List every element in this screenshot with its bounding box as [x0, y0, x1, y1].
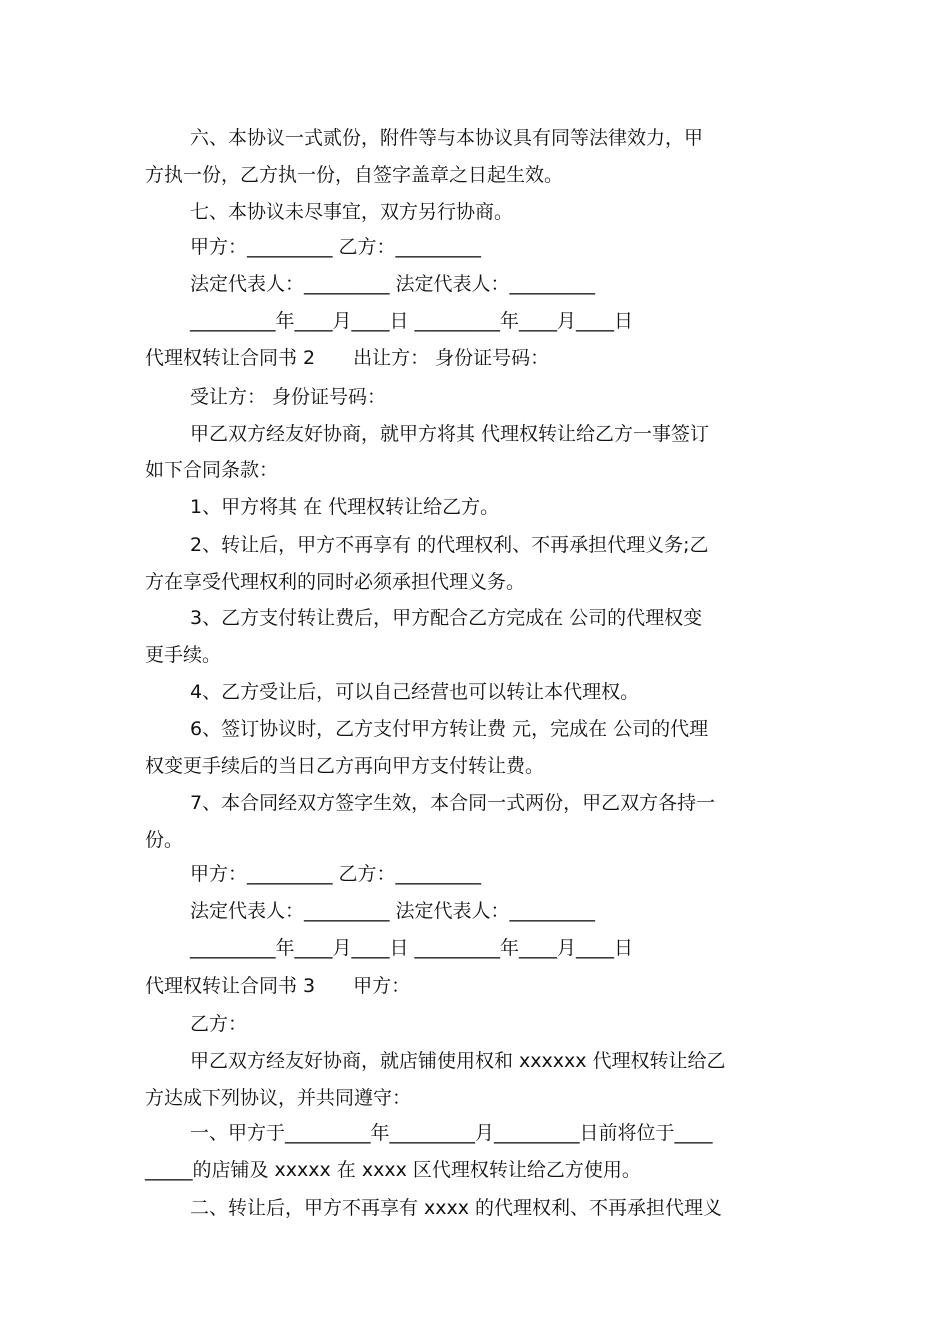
date-line: _________年____月____日 _________年____月____日 [190, 310, 634, 332]
paragraph-line: 乙方： [190, 1013, 248, 1035]
clause-line: 1、甲方将其 在 代理权转让给乙方。 [190, 496, 500, 518]
clause-line: _____的店铺及 xxxxx 在 xxxx 区代理权转让给乙方使用。 [145, 1159, 641, 1181]
clause-line: 更手续。 [145, 644, 222, 666]
paragraph-line: 如下合同条款： [145, 459, 279, 481]
clause-line: 7、本合同经双方签字生效，本合同一式两份，甲乙双方各持一 [190, 792, 716, 814]
clause-line: 2、转让后，甲方不再享有 的代理权利、不再承担代理义务;乙 [190, 534, 709, 556]
paragraph-line: 甲乙双方经友好协商，就甲方将其 代理权转让给乙方一事签订 [190, 423, 710, 445]
clause-line: 3、乙方支付转让费后，甲方配合乙方完成在 公司的代理权变 [190, 607, 703, 629]
clause-line: 6、签订协议时，乙方支付甲方转让费 元，完成在 公司的代理 [190, 718, 709, 740]
signature-line: 甲方：_________ 乙方：_________ [190, 863, 482, 885]
clause-line: 份。 [145, 829, 184, 851]
clause-line: 4、乙方受让后，可以自己经营也可以转让本代理权。 [190, 681, 640, 703]
section-heading: 代理权转让合同书 2 出让方： 身份证号码： [145, 347, 550, 369]
signature-line: 法定代表人：_________ 法定代表人：_________ [190, 273, 596, 295]
clause-line: 二、转让后，甲方不再享有 xxxx 的代理权利、不再承担代理义 [190, 1197, 723, 1219]
clause-line: 一、甲方于_________年_________月_________日前将位于____ [190, 1122, 713, 1144]
paragraph-line: 方达成下列协议，并共同遵守： [145, 1087, 412, 1109]
paragraph-line: 甲乙双方经友好协商，就店铺使用权和 xxxxxx 代理权转让给乙 [190, 1050, 726, 1072]
clause-line: 权变更手续后的当日乙方再向甲方支付转让费。 [145, 755, 545, 777]
paragraph-line: 方执一份，乙方执一份，自签字盖章之日起生效。 [145, 164, 564, 186]
signature-line: 甲方：_________ 乙方：_________ [190, 236, 482, 258]
clause-line: 方在享受代理权利的同时必须承担代理义务。 [145, 571, 526, 593]
paragraph-line: 七、本协议未尽事宜，双方另行协商。 [190, 201, 514, 223]
paragraph-line: 六、本协议一式贰份，附件等与本协议具有同等法律效力，甲 [190, 127, 704, 149]
date-line: _________年____月____日 _________年____月____日 [190, 937, 634, 959]
paragraph-line: 受让方： 身份证号码： [190, 386, 387, 408]
signature-line: 法定代表人：_________ 法定代表人：_________ [190, 900, 596, 922]
section-heading: 代理权转让合同书 3 甲方： [145, 975, 411, 997]
